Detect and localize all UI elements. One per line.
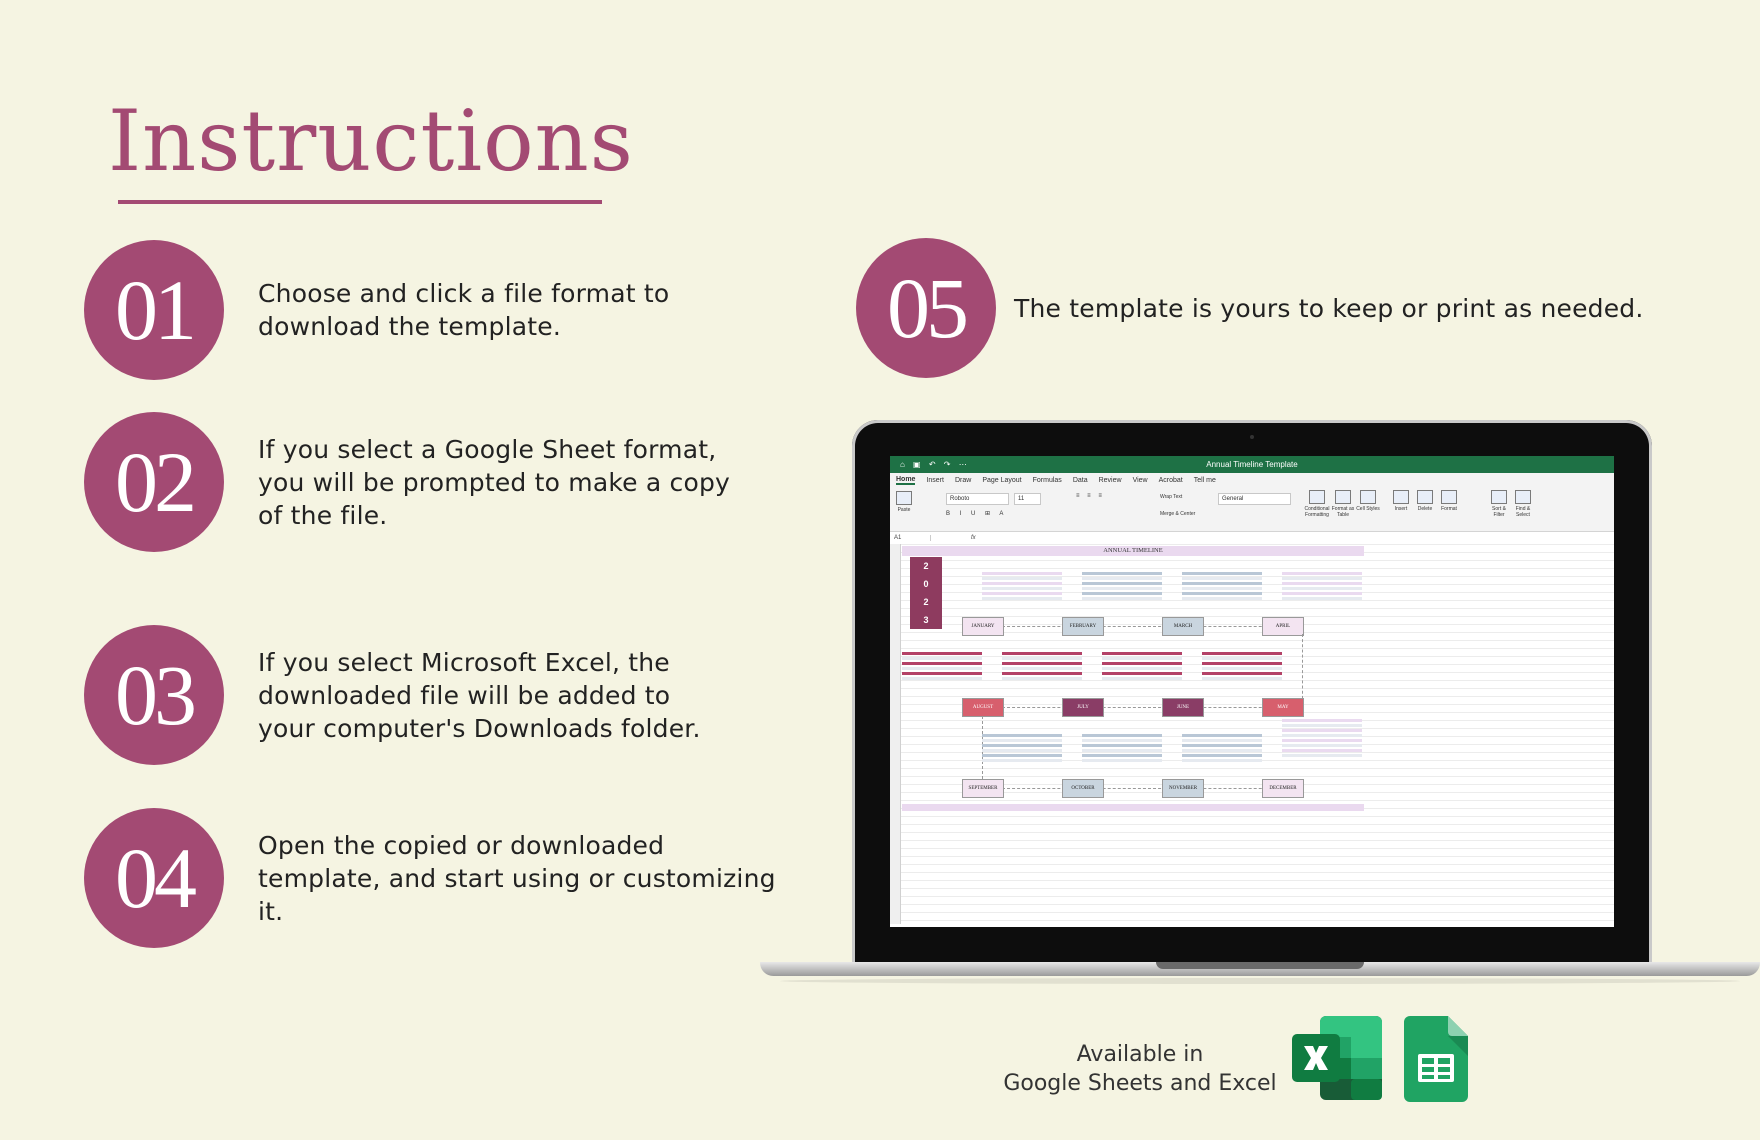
availability-line-1: Available in <box>1076 1042 1204 1067</box>
number-format-select[interactable]: General <box>1218 493 1291 505</box>
font-name-select[interactable]: Roboto <box>946 493 1009 505</box>
month-label-july: JULY <box>1062 698 1104 717</box>
step-text: The template is yours to keep or print as needed. <box>1014 293 1644 323</box>
tab-tell-me[interactable]: Tell me <box>1193 476 1216 484</box>
month-label-march: MARCH <box>1162 617 1204 636</box>
month-label-august: AUGUST <box>962 698 1004 717</box>
year-digit: 3 <box>923 615 929 625</box>
paste-icon <box>896 491 912 505</box>
month-label-june: JUNE <box>1162 698 1204 717</box>
step-text: Choose and click a file format to download the template. <box>258 279 670 341</box>
format-cells-button[interactable] <box>1438 490 1460 512</box>
year-digit: 0 <box>923 579 929 589</box>
paste-label: Paste <box>897 507 911 513</box>
timeline-line <box>1002 626 1302 627</box>
month-label-may: MAY <box>1262 698 1304 717</box>
spreadsheet-screenshot <box>890 456 1614 927</box>
conditional-formatting-icon <box>1309 490 1325 504</box>
button-label: Format as Table <box>1331 506 1355 518</box>
step-03 <box>84 625 728 765</box>
timeline-line <box>1002 707 1302 708</box>
delete-cells-button[interactable] <box>1414 490 1436 512</box>
tab-insert[interactable]: Insert <box>926 476 944 484</box>
month-label-february: FEBRUARY <box>1062 617 1104 636</box>
step-number-badge: 03 <box>84 625 224 765</box>
page-title: Instructions <box>108 92 634 190</box>
cell-styles-button[interactable] <box>1356 490 1380 512</box>
laptop-mockup <box>760 420 1760 990</box>
merge-center-button[interactable]: Merge & Center <box>1160 511 1196 517</box>
event-block <box>982 734 1062 778</box>
step-number-badge: 01 <box>84 240 224 380</box>
sheet-grid[interactable] <box>890 544 1614 924</box>
month-label-january: JANUARY <box>962 617 1004 636</box>
delete-icon <box>1417 490 1433 504</box>
sort-filter-button[interactable] <box>1488 490 1510 518</box>
format-as-table-button[interactable] <box>1330 490 1356 518</box>
button-label: Find & Select <box>1515 506 1531 518</box>
event-block <box>1082 572 1162 616</box>
fx-icon: fx <box>971 535 976 541</box>
month-label-september: SEPTEMBER <box>962 779 1004 798</box>
tab-review[interactable]: Review <box>1098 476 1122 484</box>
step-01 <box>84 240 678 380</box>
wrap-text-button[interactable]: Wrap Text <box>1160 494 1183 500</box>
event-block <box>1202 652 1282 696</box>
insert-cells-button[interactable] <box>1390 490 1412 512</box>
month-label-december: DECEMBER <box>1262 779 1304 798</box>
format-icon <box>1441 490 1457 504</box>
paste-button[interactable] <box>896 491 912 513</box>
footer-band <box>902 804 1364 811</box>
step-04 <box>84 808 778 948</box>
year-digit: 2 <box>923 597 929 607</box>
event-block <box>1182 572 1262 616</box>
tab-data[interactable]: Data <box>1072 476 1088 484</box>
name-box[interactable]: A1 <box>894 535 931 541</box>
font-style-buttons[interactable]: B I U ⊞ A <box>946 511 1008 517</box>
window-title: Annual Timeline Template <box>1206 460 1298 469</box>
title-underline <box>118 200 602 204</box>
ribbon-tabs <box>890 473 1614 487</box>
laptop-shadow <box>780 978 1740 984</box>
event-block <box>1282 572 1362 616</box>
tab-acrobat[interactable]: Acrobat <box>1158 476 1183 484</box>
step-05 <box>856 238 1654 378</box>
font-size-select[interactable]: 11 <box>1014 493 1041 505</box>
event-block <box>982 572 1062 616</box>
step-text: If you select Microsoft Excel, the downloaded file will be added to your computer's Downloads folder. <box>258 647 701 743</box>
event-block <box>1282 719 1362 763</box>
step-number-badge: 02 <box>84 412 224 552</box>
camera-dot <box>1250 435 1254 439</box>
button-label: Cell Styles <box>1356 506 1380 512</box>
month-label-october: OCTOBER <box>1062 779 1104 798</box>
timeline-connector <box>1302 634 1303 704</box>
search-icon <box>1515 490 1531 504</box>
availability-line-2: Google Sheets and Excel <box>1003 1071 1277 1096</box>
quick-access-icons: ⌂ ▣ ↶ ↷ ⋯ <box>900 460 970 469</box>
cell-styles-icon <box>1360 490 1376 504</box>
find-select-button[interactable] <box>1512 490 1534 518</box>
excel-logo-icon[interactable] <box>1292 1016 1384 1100</box>
align-buttons[interactable]: ≡ ≡ ≡ <box>1076 493 1105 499</box>
tab-view[interactable]: View <box>1132 476 1148 484</box>
event-block <box>1002 652 1082 696</box>
conditional-formatting-button[interactable] <box>1302 490 1332 518</box>
step-02 <box>84 412 738 552</box>
availability-text <box>990 1040 1290 1098</box>
tab-draw[interactable]: Draw <box>954 476 972 484</box>
month-label-november: NOVEMBER <box>1162 779 1204 798</box>
event-block <box>1082 734 1162 778</box>
laptop-notch <box>1156 962 1364 969</box>
tab-page-layout[interactable]: Page Layout <box>982 476 1022 484</box>
tab-home[interactable]: Home <box>896 475 916 483</box>
button-label: Conditional Formatting <box>1304 506 1330 518</box>
table-icon <box>1335 490 1351 504</box>
tab-formulas[interactable]: Formulas <box>1032 476 1062 484</box>
insert-icon <box>1393 490 1409 504</box>
sort-filter-icon <box>1491 490 1507 504</box>
row-numbers <box>890 544 901 924</box>
month-label-april: APRIL <box>1262 617 1304 636</box>
google-sheets-logo-icon[interactable] <box>1404 1016 1468 1102</box>
step-text: Open the copied or downloaded template, and start using or customizing it. <box>258 830 776 926</box>
button-label: Delete <box>1417 506 1433 512</box>
sheet-title: ANNUAL TIMELINE <box>902 546 1364 556</box>
event-block <box>902 652 982 696</box>
year-block <box>910 557 942 629</box>
ribbon-toolbar <box>890 487 1614 532</box>
button-label: Format <box>1441 506 1457 512</box>
button-label: Insert <box>1394 506 1408 512</box>
excel-title-bar <box>890 456 1614 473</box>
button-label: Sort & Filter <box>1492 506 1506 518</box>
year-digit: 2 <box>923 561 929 571</box>
event-block <box>1102 652 1182 696</box>
laptop-lid <box>852 420 1652 968</box>
event-block <box>1182 734 1262 778</box>
step-text: If you select a Google Sheet format, you will be prompted to make a copy of the file. <box>258 434 731 530</box>
timeline-line <box>1002 788 1302 789</box>
step-number-badge: 04 <box>84 808 224 948</box>
step-number-badge: 05 <box>856 238 996 378</box>
